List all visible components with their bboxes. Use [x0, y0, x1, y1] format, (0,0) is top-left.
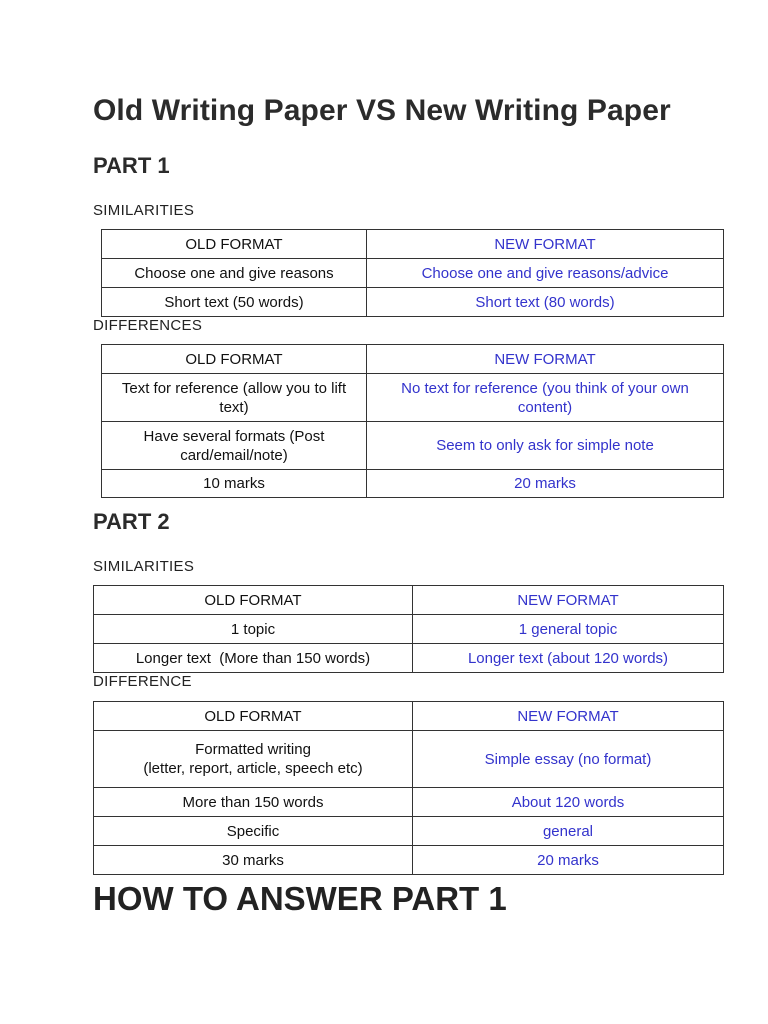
old-format-cell: Specific	[94, 817, 413, 846]
part-1-similarities-table	[101, 229, 724, 317]
part-2-heading: PART 2	[93, 509, 170, 534]
new-format-cell: About 120 words	[413, 788, 724, 817]
old-format-cell: Longer text (More than 150 words)	[94, 644, 413, 673]
document-title: Old Writing Paper VS New Writing Paper	[93, 94, 671, 127]
part-2-similarities-label: SIMILARITIES	[93, 558, 195, 575]
table-row	[94, 615, 724, 644]
old-format-cell: Have several formats (Post card/email/note)	[102, 422, 367, 470]
old-format-cell-line-1: Formatted writing	[195, 741, 311, 758]
new-format-cell: 1 general topic	[413, 615, 724, 644]
table-row	[94, 817, 724, 846]
table-row	[102, 288, 724, 317]
new-format-cell: 20 marks	[413, 846, 724, 875]
table-row	[102, 259, 724, 288]
new-format-cell: Short text (80 words)	[367, 288, 724, 317]
part-1-differences-table	[101, 344, 724, 498]
old-format-cell: 1 topic	[94, 615, 413, 644]
new-format-cell: No text for reference (you think of your own content)	[367, 374, 724, 422]
new-format-cell: Seem to only ask for simple note	[367, 422, 724, 470]
old-format-cell: 30 marks	[94, 846, 413, 875]
old-format-cell-line-2: (letter, report, article, speech etc)	[143, 760, 363, 777]
part-2-similarities-table	[93, 585, 724, 673]
old-format-cell: 10 marks	[102, 470, 367, 498]
old-format-cell: Choose one and give reasons	[102, 259, 367, 288]
part-2-difference-label: DIFFERENCE	[93, 673, 192, 690]
table-header-row	[94, 586, 724, 615]
new-format-cell: 20 marks	[367, 470, 724, 498]
new-format-header: NEW FORMAT	[413, 702, 724, 731]
table-row	[94, 644, 724, 673]
table-row	[94, 731, 724, 788]
old-format-header: OLD FORMAT	[102, 230, 367, 259]
old-format-header: OLD FORMAT	[102, 345, 367, 374]
new-format-header: NEW FORMAT	[413, 586, 724, 615]
table-row	[102, 470, 724, 498]
part-1-similarities-label: SIMILARITIES	[93, 202, 195, 219]
how-to-answer-heading: HOW TO ANSWER PART 1	[93, 880, 507, 917]
table-header-row	[102, 345, 724, 374]
table-header-row	[102, 230, 724, 259]
old-format-cell: Text for reference (allow you to lift text)	[102, 374, 367, 422]
part-1-heading: PART 1	[93, 153, 170, 178]
table-row	[94, 846, 724, 875]
new-format-cell: Simple essay (no format)	[413, 731, 724, 788]
new-format-header: NEW FORMAT	[367, 345, 724, 374]
new-format-cell: general	[413, 817, 724, 846]
new-format-cell: Longer text (about 120 words)	[413, 644, 724, 673]
old-format-header: OLD FORMAT	[94, 702, 413, 731]
table-row	[102, 374, 724, 422]
part-2-difference-table	[93, 701, 724, 875]
new-format-cell: Choose one and give reasons/advice	[367, 259, 724, 288]
table-header-row	[94, 702, 724, 731]
old-format-cell: Short text (50 words)	[102, 288, 367, 317]
part-1-differences-label: DIFFERENCES	[93, 317, 203, 334]
old-format-cell	[94, 731, 413, 788]
table-row	[94, 788, 724, 817]
old-format-cell: More than 150 words	[94, 788, 413, 817]
old-format-header: OLD FORMAT	[94, 586, 413, 615]
new-format-header: NEW FORMAT	[367, 230, 724, 259]
table-row	[102, 422, 724, 470]
